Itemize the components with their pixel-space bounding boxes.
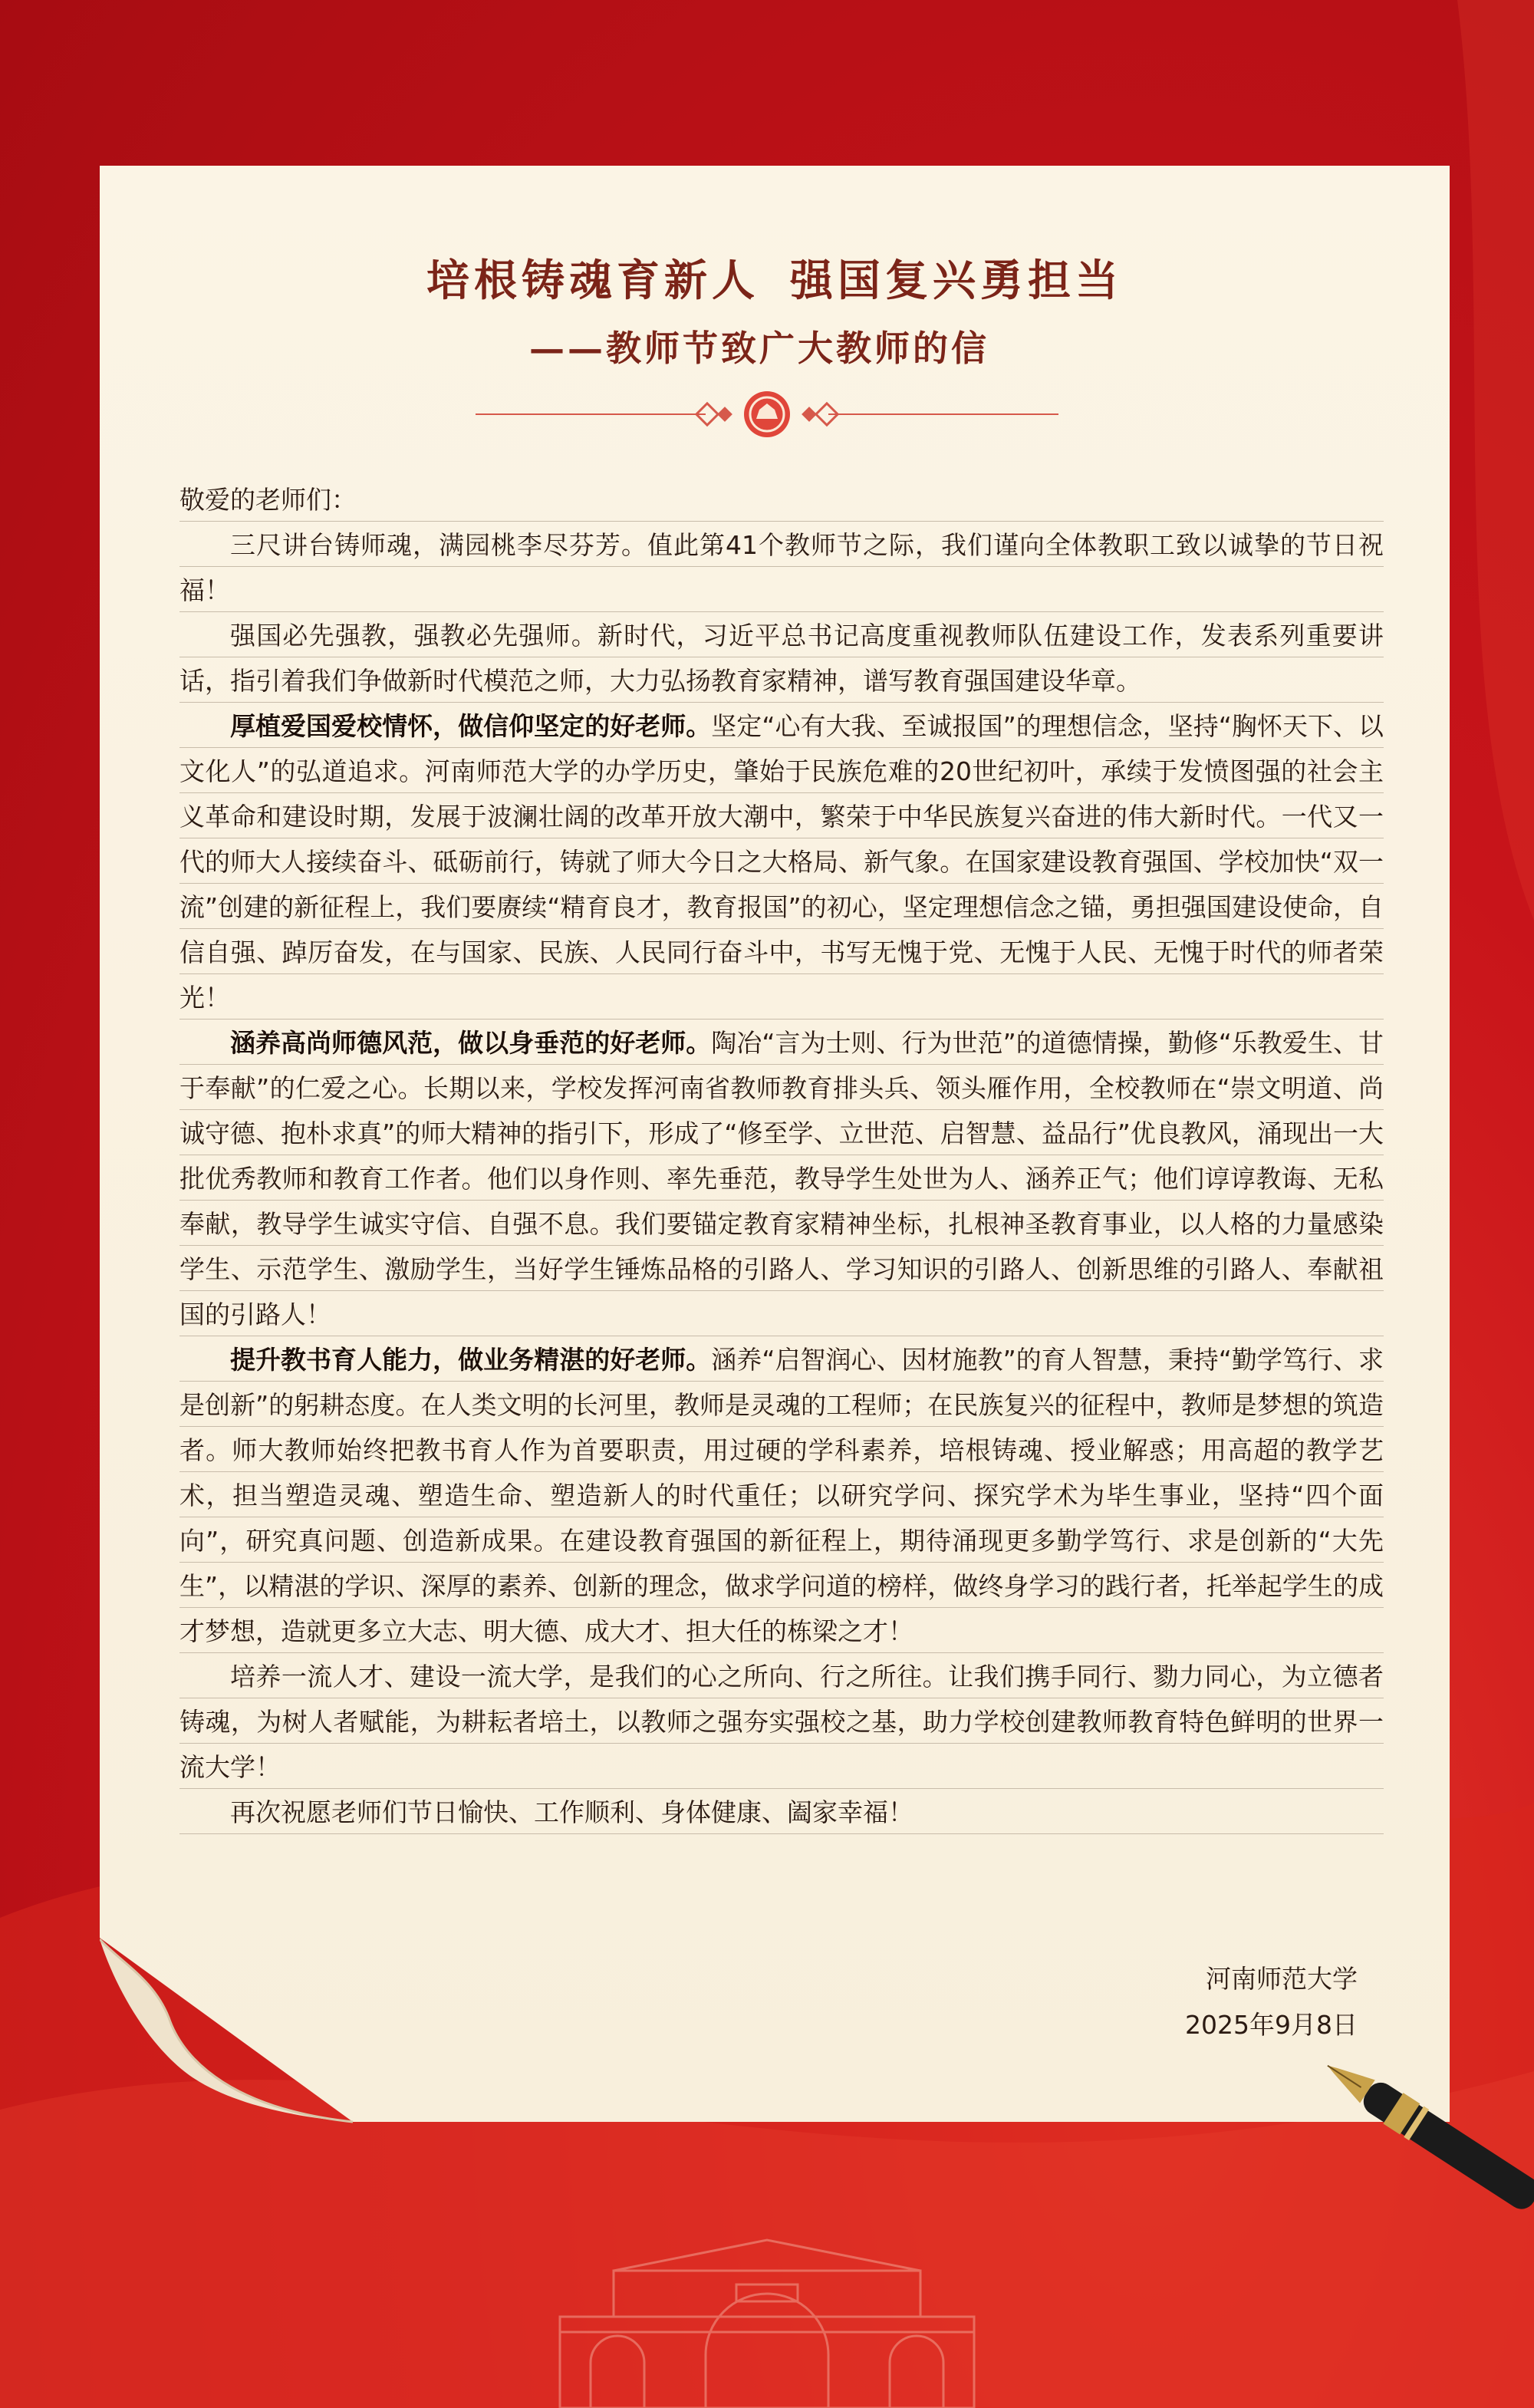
paragraph-3 bbox=[179, 703, 1384, 1020]
paragraph-5-heading: 提升教书育人能力，做业务精湛的好老师。 bbox=[230, 1345, 712, 1375]
title-part-2: 强国复兴勇担当 bbox=[790, 255, 1123, 306]
campus-gate-icon bbox=[529, 2225, 1005, 2408]
signature: 河南师范大学 bbox=[1206, 1964, 1358, 1994]
paragraph-4-heading: 涵养高尚师德风范，做以身垂范的好老师。 bbox=[230, 1028, 712, 1058]
title-line-2: ——教师节致广大教师的信 bbox=[529, 328, 989, 369]
salutation: 敬爱的老师们： bbox=[179, 477, 1384, 522]
title-ornament bbox=[476, 384, 1058, 445]
paragraph-1: 三尺讲台铸师魂，满园桃李尽芬芳。值此第41个教师节之际，我们谨向全体教职工致以诚挚的节日祝福！ bbox=[179, 522, 1384, 613]
paragraph-2: 强国必先强教，强教必先强师。新时代，习近平总书记高度重视教师队伍建设工作，发表系列重要讲话，指引着我们争做新时代模范之师，大力弘扬教育家精神，谱写教育强国建设华章。 bbox=[179, 613, 1384, 703]
paragraph-3-heading: 厚植爱国爱校情怀，做信仰坚定的好老师。 bbox=[230, 711, 712, 741]
paragraph-3-text: 坚定“心有大我、至诚报国”的理想信念，坚持“胸怀天下、以文化人”的弘道追求。河南师范大学的办学历史，肇始于民族危难的20世纪初叶，承续于发愤图强的社会主义革命和建设时期，发展于波澜壮阔的改革开放大潮中，繁荣于中华民族复兴奋进的伟大新时代。一代又一代的师大人接续奋斗、砥砺前行，铸就了师大今日之大格局、新气象。在国家建设教育强国、学校加快“双一流”创建的新征程上，我们要赓续“精育良才，教育报国”的初心，坚定理想信念之锚，勇担强国建设使命，自信自强、踔厉奋发，在与国家、民族、人民同行奋斗中，书写无愧于党、无愧于人民、无愧于时代的师者荣光！ bbox=[179, 711, 1384, 1013]
paragraph-5-text: 涵养“启智润心、因材施教”的育人智慧，秉持“勤学笃行、求是创新”的躬耕态度。在人类文明的长河里，教师是灵魂的工程师；在民族复兴的征程中，教师是梦想的筑造者。师大教师始终把教书育人作为首要职责，用过硬的学科素养，培根铸魂、授业解惑；用高超的教学艺术，担当塑造灵魂、塑造生命、塑造新人的时代重任；以研究学问、探究学术为毕生事业，坚持“四个面向”，研究真问题、创造新成果。在建设教育强国的新征程上，期待涌现更多勤学笃行、求是创新的“大先生”，以精湛的学识、深厚的素养、创新的理念，做求学问道的榜样，做终身学习的践行者，托举起学生的成才梦想，造就更多立大志、明大德、成大才、担大任的栋梁之才！ bbox=[179, 1345, 1384, 1646]
letter-body bbox=[179, 477, 1384, 1835]
page-curl bbox=[100, 1933, 360, 2133]
paragraph-6: 培养一流人才、建设一流大学，是我们的心之所向、行之所往。让我们携手同行、勠力同心，为立德者铸魂，为树人者赋能，为耕耘者培土，以教师之强夯实强校之基，助力学校创建教师教育特色鲜明的世界一流大学！ bbox=[179, 1654, 1384, 1790]
paragraph-7: 再次祝愿老师们节日愉快、工作顺利、身体健康、阖家幸福！ bbox=[179, 1790, 1384, 1835]
paragraph-4-text: 陶冶“言为士则、行为世范”的道德情操，勤修“乐教爱生、甘于奉献”的仁爱之心。长期以来，学校发挥河南省教师教育排头兵、领头雁作用，全校教师在“崇文明道、尚诚守德、抱朴求真”的师大精神的指引下，形成了“修至学、立世范、启智慧、益品行”优良教风，涌现出一大批优秀教师和教育工作者。他们以身作则、率先垂范，教导学生处世为人、涵养正气；他们谆谆教诲、无私奉献，教导学生诚实守信、自强不息。我们要锚定教育家精神坐标，扎根神圣教育事业，以人格的力量感染学生、示范学生、激励学生，当好学生锤炼品格的引路人、学习知识的引路人、创新思维的引路人、奉献祖国的引路人！ bbox=[179, 1028, 1384, 1329]
date: 2025年9月8日 bbox=[1185, 2010, 1358, 2040]
title-part-1: 培根铸魂育新人 bbox=[426, 255, 759, 306]
university-emblem-icon bbox=[744, 391, 790, 437]
paragraph-4 bbox=[179, 1020, 1384, 1337]
paragraph-5 bbox=[179, 1337, 1384, 1654]
title-line-1 bbox=[100, 247, 1450, 308]
fountain-pen-icon bbox=[1304, 2025, 1534, 2225]
